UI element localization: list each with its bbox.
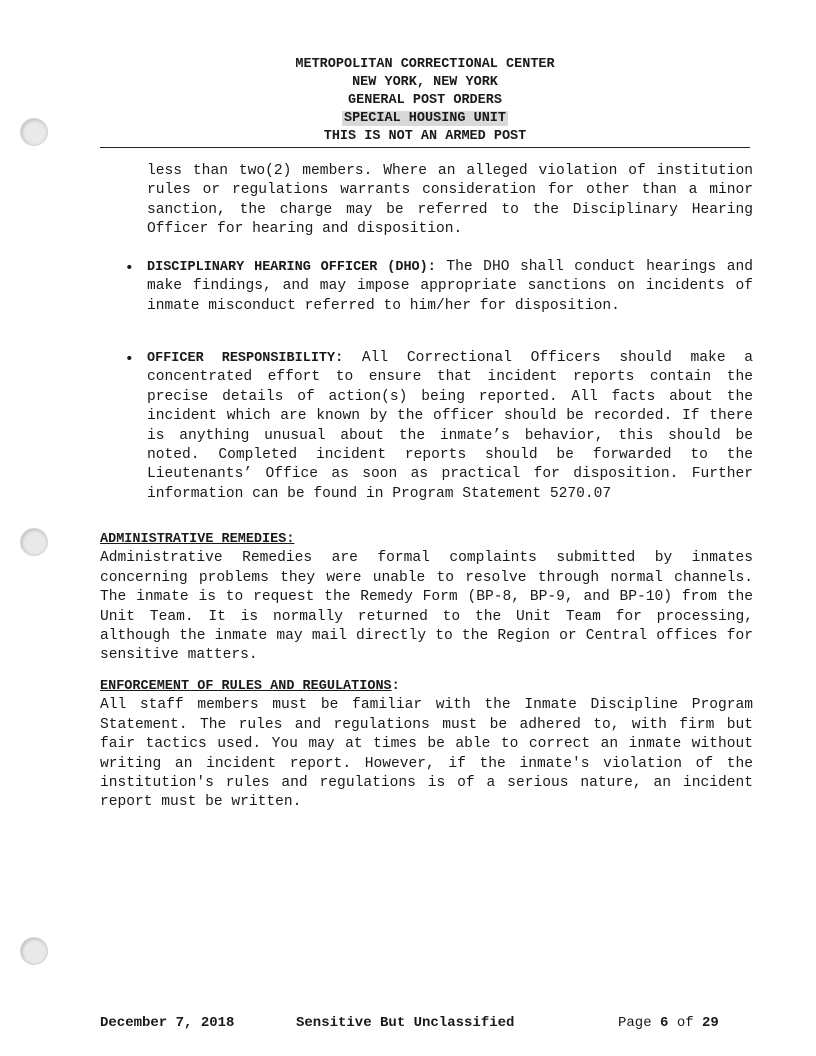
- section-heading-administrative-remedies: ADMINISTRATIVE REMEDIES:: [100, 532, 295, 547]
- header-line-4-highlighted: SPECIAL HOUSING UNIT: [343, 111, 507, 126]
- punch-hole-bottom: [20, 937, 48, 965]
- document-header: [100, 56, 750, 146]
- section-heading-enforcement: ENFORCEMENT OF RULES AND REGULATIONS: [100, 679, 392, 694]
- bullet-officer-text: All Correctional Officers should make a concentrated effort to ensure that incident reports contain the precise details of action(s) being reported. All facts about the incident which are known by the officer should be recorded. If there is anything unusual about the inmate’s behavior, this should be noted. Completed incident reports should be forwarded to the Lieutenants’ Office as soon as practical for disposition. Further information can be found in Program Statement 5270.07: [147, 350, 753, 502]
- page-current: 6: [660, 1015, 669, 1031]
- header-line-3: GENERAL POST ORDERS: [348, 93, 502, 108]
- header-line-1: METROPOLITAN CORRECTIONAL CENTER: [295, 57, 555, 72]
- bullet-icon: •: [125, 259, 134, 276]
- bullet-dho: [125, 258, 753, 316]
- bullet-dho-title: DISCIPLINARY HEARING OFFICER (DHO):: [147, 260, 436, 275]
- section-text-enforcement: All staff members must be familiar with the Inmate Discipline Program Statement. The rules and regulations must be adhered to, with firm but fair tactics used. You may at times be able to correct an inmate without writing an incident report. However, if the inmate's violation of the institution's rules and regulations is of a serious nature, an incident report must be written.: [100, 697, 753, 811]
- page-total: 29: [702, 1015, 719, 1031]
- page-separator: of: [668, 1015, 703, 1031]
- section-enforcement: [100, 677, 753, 813]
- section-text-administrative-remedies: Administrative Remedies are formal complaints submitted by inmates concerning problems they were unable to resolve through normal channels. The inmate is to request the Remedy Form (BP-8, BP-9, and BP-10) from the Unit Team. It is normally returned to the Unit Team for processing, although the inmate may mail directly to the Region or Central offices for sensitive matters.: [100, 550, 753, 664]
- header-line-5: THIS IS NOT AN ARMED POST: [323, 129, 527, 144]
- bullet-dho-text: The DHO shall conduct hearings and make findings, and may impose appropriate sanctions on incidents of inmate misconduct referred to him/her for disposition.: [147, 259, 753, 314]
- punch-hole-top: [20, 118, 48, 146]
- punch-hole-middle: [20, 528, 48, 556]
- section-heading-suffix: :: [391, 679, 400, 694]
- continuation-paragraph: less than two(2) members. Where an alleged violation of institution rules or regulations warrants consideration for other than a minor sanction, the charge may be referred to the Disciplinary Hearing Officer for hearing and disposition.: [147, 163, 753, 238]
- page-prefix: Page: [618, 1015, 661, 1031]
- bullet-icon: •: [125, 350, 134, 367]
- header-line-2: NEW YORK, NEW YORK: [352, 75, 498, 90]
- bullet-officer-responsibility: [125, 349, 753, 504]
- footer-classification: Sensitive But Unclassified: [296, 1015, 515, 1031]
- footer-page-number: [618, 1015, 719, 1031]
- header-divider: [100, 147, 750, 148]
- bullet-officer-title: OFFICER RESPONSIBILITY:: [147, 351, 344, 366]
- footer-date: December 7, 2018: [100, 1015, 235, 1031]
- page-footer: [100, 1015, 750, 1031]
- section-administrative-remedies: [100, 530, 753, 666]
